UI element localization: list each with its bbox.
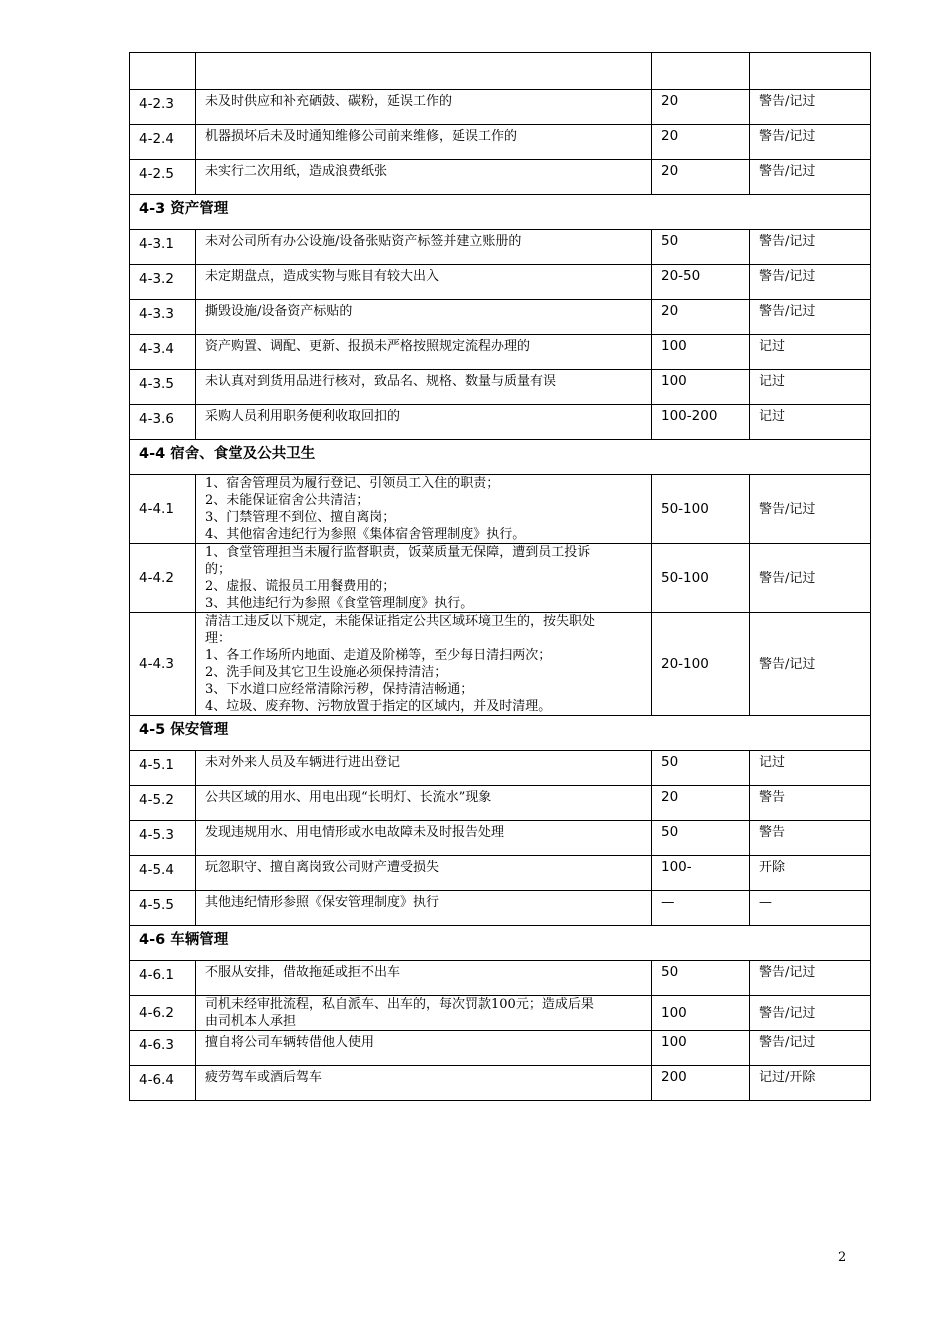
description-line: 1、各工作场所内地面、走道及阶梯等，至少每日清扫两次； (205, 648, 552, 663)
item-penalty: 记过/开除 (750, 1066, 871, 1101)
item-points: 20 (652, 90, 750, 125)
item-penalty: 警告/记过 (750, 1031, 871, 1066)
item-penalty: 警告/记过 (750, 230, 871, 265)
description-line: 4、其他宿舍违纪行为参照《集体宿舍管理制度》执行。 (205, 527, 526, 542)
item-points: 100 (652, 1031, 750, 1066)
item-points: 100- (652, 856, 750, 891)
item-description: 公共区域的用水、用电出现“长明灯、长流水”现象 (196, 786, 652, 821)
item-penalty: 记过 (750, 370, 871, 405)
table-row (130, 160, 871, 195)
table-row (130, 475, 871, 544)
table-row (130, 821, 871, 856)
item-code: 4-6.4 (130, 1066, 196, 1101)
item-description: 玩忽职守、擅自离岗致公司财产遭受损失 (196, 856, 652, 891)
section-header-dormitory-canteen (130, 440, 871, 475)
item-penalty: — (750, 891, 871, 926)
description-line: 3、其他违纪行为参照《食堂管理制度》执行。 (205, 596, 474, 611)
table-row (130, 1066, 871, 1101)
item-description (196, 475, 652, 544)
item-penalty: 开除 (750, 856, 871, 891)
section-title: 4-6 车辆管理 (130, 926, 871, 961)
item-penalty: 警告/记过 (750, 475, 871, 544)
table-row (130, 786, 871, 821)
item-description (196, 996, 652, 1031)
item-points: 100-200 (652, 405, 750, 440)
description-line: 2、未能保证宿舍公共清洁； (205, 493, 370, 508)
item-code: 4-3.5 (130, 370, 196, 405)
item-code: 4-4.2 (130, 544, 196, 613)
section-header-asset-management (130, 195, 871, 230)
table-row (130, 405, 871, 440)
item-code: 4-3.1 (130, 230, 196, 265)
item-code: 4-2.5 (130, 160, 196, 195)
table-row (130, 300, 871, 335)
description-line: 的； (205, 562, 232, 577)
item-points: 50-100 (652, 544, 750, 613)
item-code: 4-3.3 (130, 300, 196, 335)
item-points: 20 (652, 160, 750, 195)
item-code: 4-3.6 (130, 405, 196, 440)
table-row (130, 544, 871, 613)
item-code: 4-6.2 (130, 996, 196, 1031)
description-line: 理： (205, 631, 232, 646)
item-description: 未实行二次用纸，造成浪费纸张 (196, 160, 652, 195)
item-description: 未对外来人员及车辆进行进出登记 (196, 751, 652, 786)
item-points: 20 (652, 786, 750, 821)
section-header-vehicle-management (130, 926, 871, 961)
description-line: 清洁工违反以下规定，未能保证指定公共区域环境卫生的，按失职处 (205, 614, 596, 629)
item-penalty: 警告/记过 (750, 90, 871, 125)
item-code: 4-5.3 (130, 821, 196, 856)
item-code: 4-5.2 (130, 786, 196, 821)
page-number: 2 (838, 1250, 847, 1265)
item-penalty: 警告/记过 (750, 961, 871, 996)
item-description: 不服从安排，借故拖延或拒不出车 (196, 961, 652, 996)
item-code: 4-5.4 (130, 856, 196, 891)
table-row (130, 996, 871, 1031)
item-description: 其他违纪情形参照《保安管理制度》执行 (196, 891, 652, 926)
item-description: 发现违规用水、用电情形或水电故障未及时报告处理 (196, 821, 652, 856)
item-description: 采购人员利用职务便利收取回扣的 (196, 405, 652, 440)
description-line: 3、下水道口应经常清除污秽，保持清洁畅通； (205, 682, 474, 697)
item-penalty: 警告/记过 (750, 265, 871, 300)
table-row (130, 961, 871, 996)
item-code: 4-2.3 (130, 90, 196, 125)
table-row (130, 1031, 871, 1066)
item-points: 100 (652, 996, 750, 1031)
item-points: 50 (652, 751, 750, 786)
description-line: 司机未经审批流程，私自派车、出车的，每次罚款100元；造成后果 (205, 997, 594, 1012)
table-row (130, 230, 871, 265)
item-description: 未及时供应和补充硒鼓、碳粉，延误工作的 (196, 90, 652, 125)
table-row (130, 891, 871, 926)
table-row (130, 265, 871, 300)
table-cell (130, 53, 196, 90)
table-cell (196, 53, 652, 90)
item-penalty: 警告 (750, 786, 871, 821)
item-description: 疲劳驾车或酒后驾车 (196, 1066, 652, 1101)
item-penalty: 警告/记过 (750, 300, 871, 335)
section-header-security (130, 716, 871, 751)
description-line: 4、垃圾、废弃物、污物放置于指定的区域内，并及时清理。 (205, 699, 552, 714)
item-penalty: 警告 (750, 821, 871, 856)
item-description: 未定期盘点，造成实物与账目有较大出入 (196, 265, 652, 300)
item-description: 未对公司所有办公设施/设备张贴资产标签并建立账册的 (196, 230, 652, 265)
item-code: 4-5.5 (130, 891, 196, 926)
table-row (130, 370, 871, 405)
item-code: 4-6.1 (130, 961, 196, 996)
description-line: 3、门禁管理不到位、擅自离岗； (205, 510, 396, 525)
description-line: 2、洗手间及其它卫生设施必须保持清洁； (205, 665, 448, 680)
item-code: 4-2.4 (130, 125, 196, 160)
item-code: 4-5.1 (130, 751, 196, 786)
table-row (130, 335, 871, 370)
table-row-blank (130, 53, 871, 90)
item-penalty: 记过 (750, 405, 871, 440)
item-penalty: 警告/记过 (750, 996, 871, 1031)
item-points: 20-100 (652, 613, 750, 716)
item-points: 50 (652, 230, 750, 265)
item-penalty: 警告/记过 (750, 125, 871, 160)
table-cell (652, 53, 750, 90)
item-points: 100 (652, 335, 750, 370)
item-penalty: 警告/记过 (750, 544, 871, 613)
description-line: 由司机本人承担 (205, 1014, 297, 1029)
item-points: 20 (652, 125, 750, 160)
item-description (196, 544, 652, 613)
item-points: 50 (652, 821, 750, 856)
item-code: 4-4.3 (130, 613, 196, 716)
item-points: 20-50 (652, 265, 750, 300)
item-penalty: 警告/记过 (750, 613, 871, 716)
table-row (130, 856, 871, 891)
item-points: 50-100 (652, 475, 750, 544)
section-title: 4-3 资产管理 (130, 195, 871, 230)
item-description: 撕毁设施/设备资产标贴的 (196, 300, 652, 335)
item-penalty: 警告/记过 (750, 160, 871, 195)
section-title: 4-5 保安管理 (130, 716, 871, 751)
item-points: 100 (652, 370, 750, 405)
item-code: 4-6.3 (130, 1031, 196, 1066)
description-line: 2、虚报、谎报员工用餐费用的； (205, 579, 396, 594)
item-points: 200 (652, 1066, 750, 1101)
discipline-table (129, 52, 871, 1101)
item-penalty: 记过 (750, 335, 871, 370)
description-line: 1、宿舍管理员为履行登记、引领员工入住的职责； (205, 476, 500, 491)
description-line: 1、食堂管理担当未履行监督职责，饭菜质量无保障，遭到员工投诉 (205, 545, 591, 560)
section-title: 4-4 宿舍、食堂及公共卫生 (130, 440, 871, 475)
item-points: — (652, 891, 750, 926)
item-code: 4-3.4 (130, 335, 196, 370)
table-row (130, 613, 871, 716)
item-penalty: 记过 (750, 751, 871, 786)
table-cell (750, 53, 871, 90)
item-description: 机器损坏后未及时通知维修公司前来维修，延误工作的 (196, 125, 652, 160)
item-code: 4-3.2 (130, 265, 196, 300)
item-points: 20 (652, 300, 750, 335)
table-row (130, 125, 871, 160)
item-description: 资产购置、调配、更新、报损未严格按照规定流程办理的 (196, 335, 652, 370)
table-row (130, 751, 871, 786)
item-description (196, 613, 652, 716)
item-description: 擅自将公司车辆转借他人使用 (196, 1031, 652, 1066)
item-description: 未认真对到货用品进行核对，致品名、规格、数量与质量有误 (196, 370, 652, 405)
item-code: 4-4.1 (130, 475, 196, 544)
table-row (130, 90, 871, 125)
item-points: 50 (652, 961, 750, 996)
